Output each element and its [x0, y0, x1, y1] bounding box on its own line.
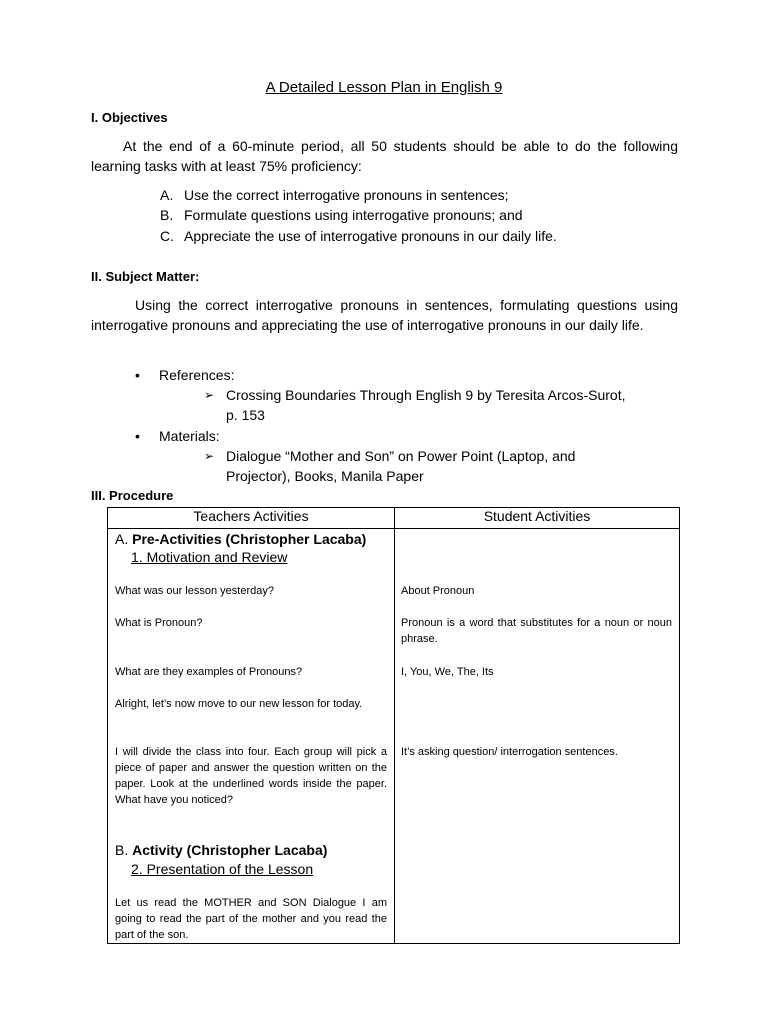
reference-line-1: Crossing Boundaries Through English 9 by Teresita Arcos-Surot, — [226, 387, 626, 403]
procedure-heading: III. Procedure — [91, 488, 174, 503]
motivation-review-subheading: 1. Motivation and Review — [131, 549, 288, 565]
objective-item-b — [160, 205, 523, 225]
references-bullet — [135, 365, 235, 385]
material-line-2: Projector), Books, Manila Paper — [226, 468, 424, 484]
teacher-activities-header: Teachers Activities — [108, 508, 395, 529]
teacher-line-3: What are they examples of Pronouns? — [115, 666, 303, 678]
section-a-prefix: A. — [115, 531, 133, 547]
section-b-prefix: B. — [115, 842, 133, 858]
subject-matter-body: Using the correct interrogative pronouns in sentences, formulating questions using interrogative pronouns and appreciating the use of interrogative pronouns in our daily life. — [91, 297, 678, 333]
bullet-icon: • — [135, 428, 140, 444]
student-activities-header: Student Activities — [395, 508, 680, 529]
objectives-heading: I. Objectives — [91, 110, 168, 125]
objective-text-b: Formulate questions using interrogative pronouns; and — [184, 207, 523, 223]
student-line-2: Pronoun is a word that substitutes for a noun or noun phrase. — [401, 617, 672, 645]
procedure-table — [107, 507, 680, 944]
student-line-4: It’s asking question/ interrogation sentences. — [401, 746, 618, 758]
materials-label: Materials: — [159, 428, 220, 444]
references-label: References: — [159, 367, 235, 383]
reference-item-cont — [226, 405, 681, 425]
teacher-line-6: Let us read the MOTHER and SON Dialogue I am going to read the part of the mother and you read the part of the son. — [115, 897, 387, 941]
objective-label-b: B. — [160, 207, 174, 223]
bullet-icon: • — [135, 367, 140, 383]
student-line-1: About Pronoun — [401, 585, 475, 597]
section-a-title: Pre-Activities (Christopher Lacaba) — [132, 531, 367, 547]
objective-label-c: C. — [160, 228, 174, 244]
section-a-heading — [115, 530, 366, 548]
arrow-bullet-icon: ➢ — [204, 388, 215, 402]
material-line-1: Dialogue “Mother and Son” on Power Point (Laptop, and — [226, 448, 576, 464]
objective-text-a: Use the correct interrogative pronouns in sentences; — [184, 187, 509, 203]
presentation-subheading: 2. Presentation of the Lesson — [131, 861, 314, 877]
objectives-intro-text: At the end of a 60-minute period, all 50 students should be able to do the following learning tasks with at least 75% proficiency: — [91, 138, 678, 174]
subject-matter-heading: II. Subject Matter: — [91, 269, 200, 284]
teacher-line-1: What was our lesson yesterday? — [115, 585, 274, 597]
teacher-line-5: I will divide the class into four. Each group will pick a piece of paper and answer the question written on the paper. Look at the underlined words inside the paper. What have you noticed? — [115, 746, 387, 806]
subject-matter-text — [91, 295, 678, 335]
document-title: A Detailed Lesson Plan in English 9 — [265, 79, 503, 96]
objective-text-c: Appreciate the use of interrogative pronouns in our daily life. — [184, 228, 557, 244]
teacher-activities-cell — [108, 529, 395, 944]
objective-item-c — [160, 226, 557, 246]
materials-bullet — [135, 426, 220, 446]
reference-item — [204, 385, 681, 405]
section-b-heading — [115, 841, 327, 859]
teacher-line-4: Alright, let’s now move to our new lesson for today. — [115, 698, 363, 710]
objective-label-a: A. — [160, 187, 174, 203]
student-line-3: I, You, We, The, Its — [401, 666, 494, 678]
reference-line-2: p. 153 — [226, 407, 265, 423]
objectives-intro — [91, 136, 678, 176]
material-item — [204, 446, 681, 466]
objective-item-a — [160, 185, 509, 205]
teacher-line-2: What is Pronoun? — [115, 617, 203, 629]
arrow-bullet-icon: ➢ — [204, 449, 215, 463]
student-activities-cell — [395, 529, 680, 944]
section-b-title: Activity (Christopher Lacaba) — [132, 842, 328, 858]
material-item-cont — [226, 466, 681, 486]
